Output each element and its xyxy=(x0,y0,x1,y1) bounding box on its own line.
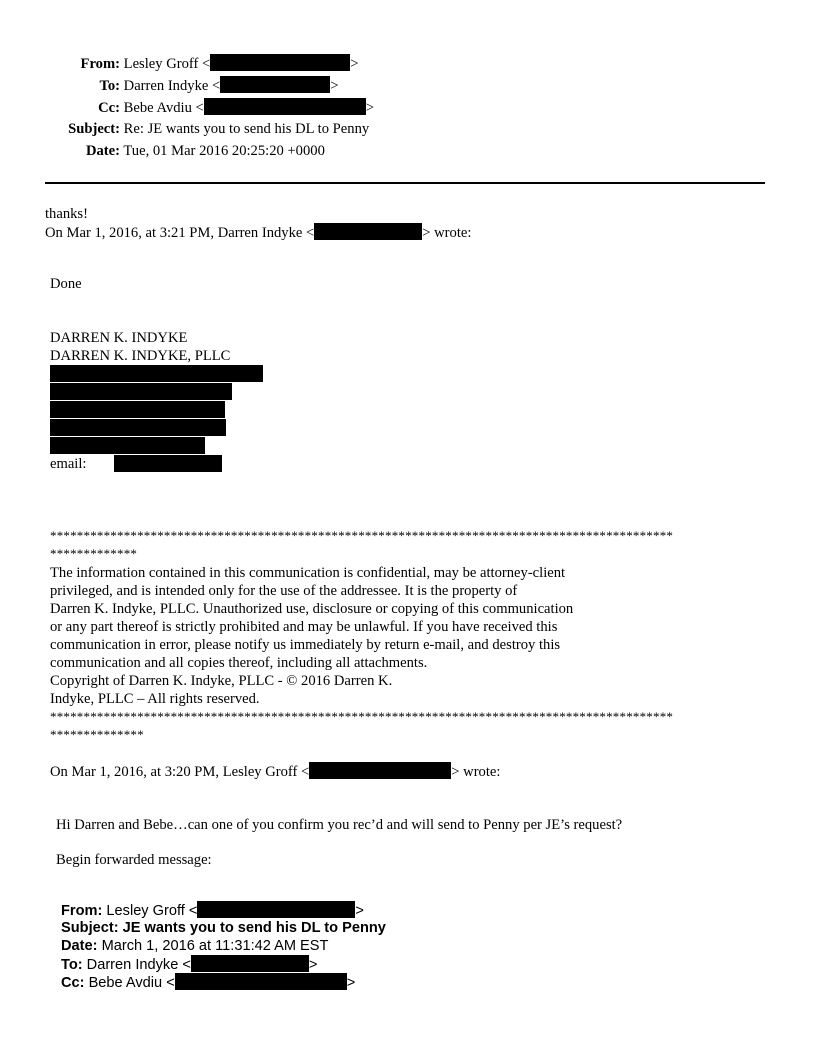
disclaimer-line-1: The information contained in this communication is confidential, may be attorney-client xyxy=(50,565,566,581)
close-bracket: > xyxy=(355,903,364,919)
redaction-block xyxy=(50,419,226,436)
signature-email-label: email: xyxy=(50,456,87,472)
redaction-block xyxy=(175,973,347,990)
fwd-subject-row xyxy=(61,919,386,937)
disclaimer-line-3: Darren K. Indyke, PLLC. Unauthorized use, disclosure or copying of this communication xyxy=(50,601,574,617)
fwd-to-value: Darren Indyke < xyxy=(86,957,191,973)
header-to-value: Darren Indyke < xyxy=(123,78,221,94)
close-bracket: > xyxy=(365,100,374,116)
disclaimer-stars-bottom-2: ************** xyxy=(50,727,144,742)
forwarded-notice: Begin forwarded message: xyxy=(56,852,212,868)
fwd-cc-row xyxy=(61,973,355,992)
redaction-block xyxy=(114,455,222,472)
fwd-cc-label: Cc: xyxy=(61,975,85,991)
close-bracket: > xyxy=(350,56,359,72)
header-subject-label: Subject: xyxy=(68,121,120,137)
disclaimer-line-8: Indyke, PLLC – All rights reserved. xyxy=(50,691,260,707)
redaction-block xyxy=(204,98,366,115)
redaction-block xyxy=(197,901,355,918)
quote-attribution-suffix: > wrote: xyxy=(422,225,472,241)
header-subject-value: Re: JE wants you to send his DL to Penny xyxy=(123,121,370,137)
disclaimer-line-2: privileged, and is intended only for the use of the addressee. It is the property of xyxy=(50,583,518,599)
disclaimer-stars-top: ********************************************************************************************* xyxy=(50,528,674,543)
disclaimer-line-5: communication in error, please notify us immediately by return e-mail, and destroy this xyxy=(50,637,561,653)
fwd-subject-value: JE wants you to send his DL to Penny xyxy=(122,920,386,936)
disclaimer-line-6: communication and all copies thereof, including all attachments. xyxy=(50,655,428,671)
request-message: Hi Darren and Bebe…can one of you confirm you rec’d and will send to Penny per JE’s request? xyxy=(56,817,623,833)
header-date-value: Tue, 01 Mar 2016 20:25:20 +0000 xyxy=(123,143,325,159)
disclaimer-stars-top-2: ************* xyxy=(50,546,138,561)
fwd-from-row xyxy=(61,901,364,920)
reply-thanks: thanks! xyxy=(45,206,88,222)
quote-attribution-text: On Mar 1, 2016, at 3:20 PM, Lesley Groff < xyxy=(50,764,310,780)
redaction-block xyxy=(220,76,330,93)
header-cc-value: Bebe Avdiu < xyxy=(123,100,204,116)
quote-attribution-text: On Mar 1, 2016, at 3:21 PM, Darren Indyke < xyxy=(45,225,315,241)
signature-firm: DARREN K. INDYKE, PLLC xyxy=(50,348,231,364)
quote-attribution-2 xyxy=(50,762,500,781)
close-bracket: > xyxy=(346,975,356,991)
header-date-row xyxy=(0,142,325,160)
header-to-label: To: xyxy=(99,78,120,94)
fwd-to-row xyxy=(61,955,317,974)
reply-done: Done xyxy=(50,276,82,292)
redaction-block xyxy=(309,762,451,779)
header-cc-row xyxy=(0,98,374,117)
header-to-row xyxy=(0,76,338,95)
fwd-to-label: To: xyxy=(61,957,83,973)
redaction-block xyxy=(210,54,350,71)
header-date-label: Date: xyxy=(85,143,120,159)
redaction-block xyxy=(50,437,205,454)
signature-name: DARREN K. INDYKE xyxy=(50,330,188,346)
disclaimer-stars-bottom: ********************************************************************************************* xyxy=(50,709,674,724)
fwd-date-label: Date: xyxy=(61,938,98,954)
redaction-block xyxy=(191,955,309,972)
disclaimer-line-4: or any part thereof is strictly prohibited and may be unlawful. If you have received this xyxy=(50,619,558,635)
header-subject-row xyxy=(0,120,369,138)
redaction-block xyxy=(314,223,422,240)
fwd-date-row xyxy=(61,937,328,955)
redaction-block xyxy=(50,365,263,382)
header-cc-label: Cc: xyxy=(98,100,120,116)
header-divider xyxy=(45,182,765,184)
quote-attribution-suffix: > wrote: xyxy=(451,764,501,780)
close-bracket: > xyxy=(330,78,339,94)
header-from-value: Lesley Groff < xyxy=(123,56,211,72)
fwd-from-value: Lesley Groff < xyxy=(106,903,198,919)
fwd-from-label: From: xyxy=(61,903,103,919)
fwd-subject-label: Subject: xyxy=(61,920,119,936)
fwd-cc-value: Bebe Avdiu < xyxy=(88,975,175,991)
disclaimer-line-7: Copyright of Darren K. Indyke, PLLC - © 2016 Darren K. xyxy=(50,673,393,689)
fwd-date-value: March 1, 2016 at 11:31:42 AM EST xyxy=(101,938,329,954)
quote-attribution-1 xyxy=(45,223,471,242)
redaction-block xyxy=(50,383,232,400)
header-from-row xyxy=(0,54,358,73)
header-from-label: From: xyxy=(80,56,120,72)
close-bracket: > xyxy=(308,957,318,973)
redaction-block xyxy=(50,401,225,418)
